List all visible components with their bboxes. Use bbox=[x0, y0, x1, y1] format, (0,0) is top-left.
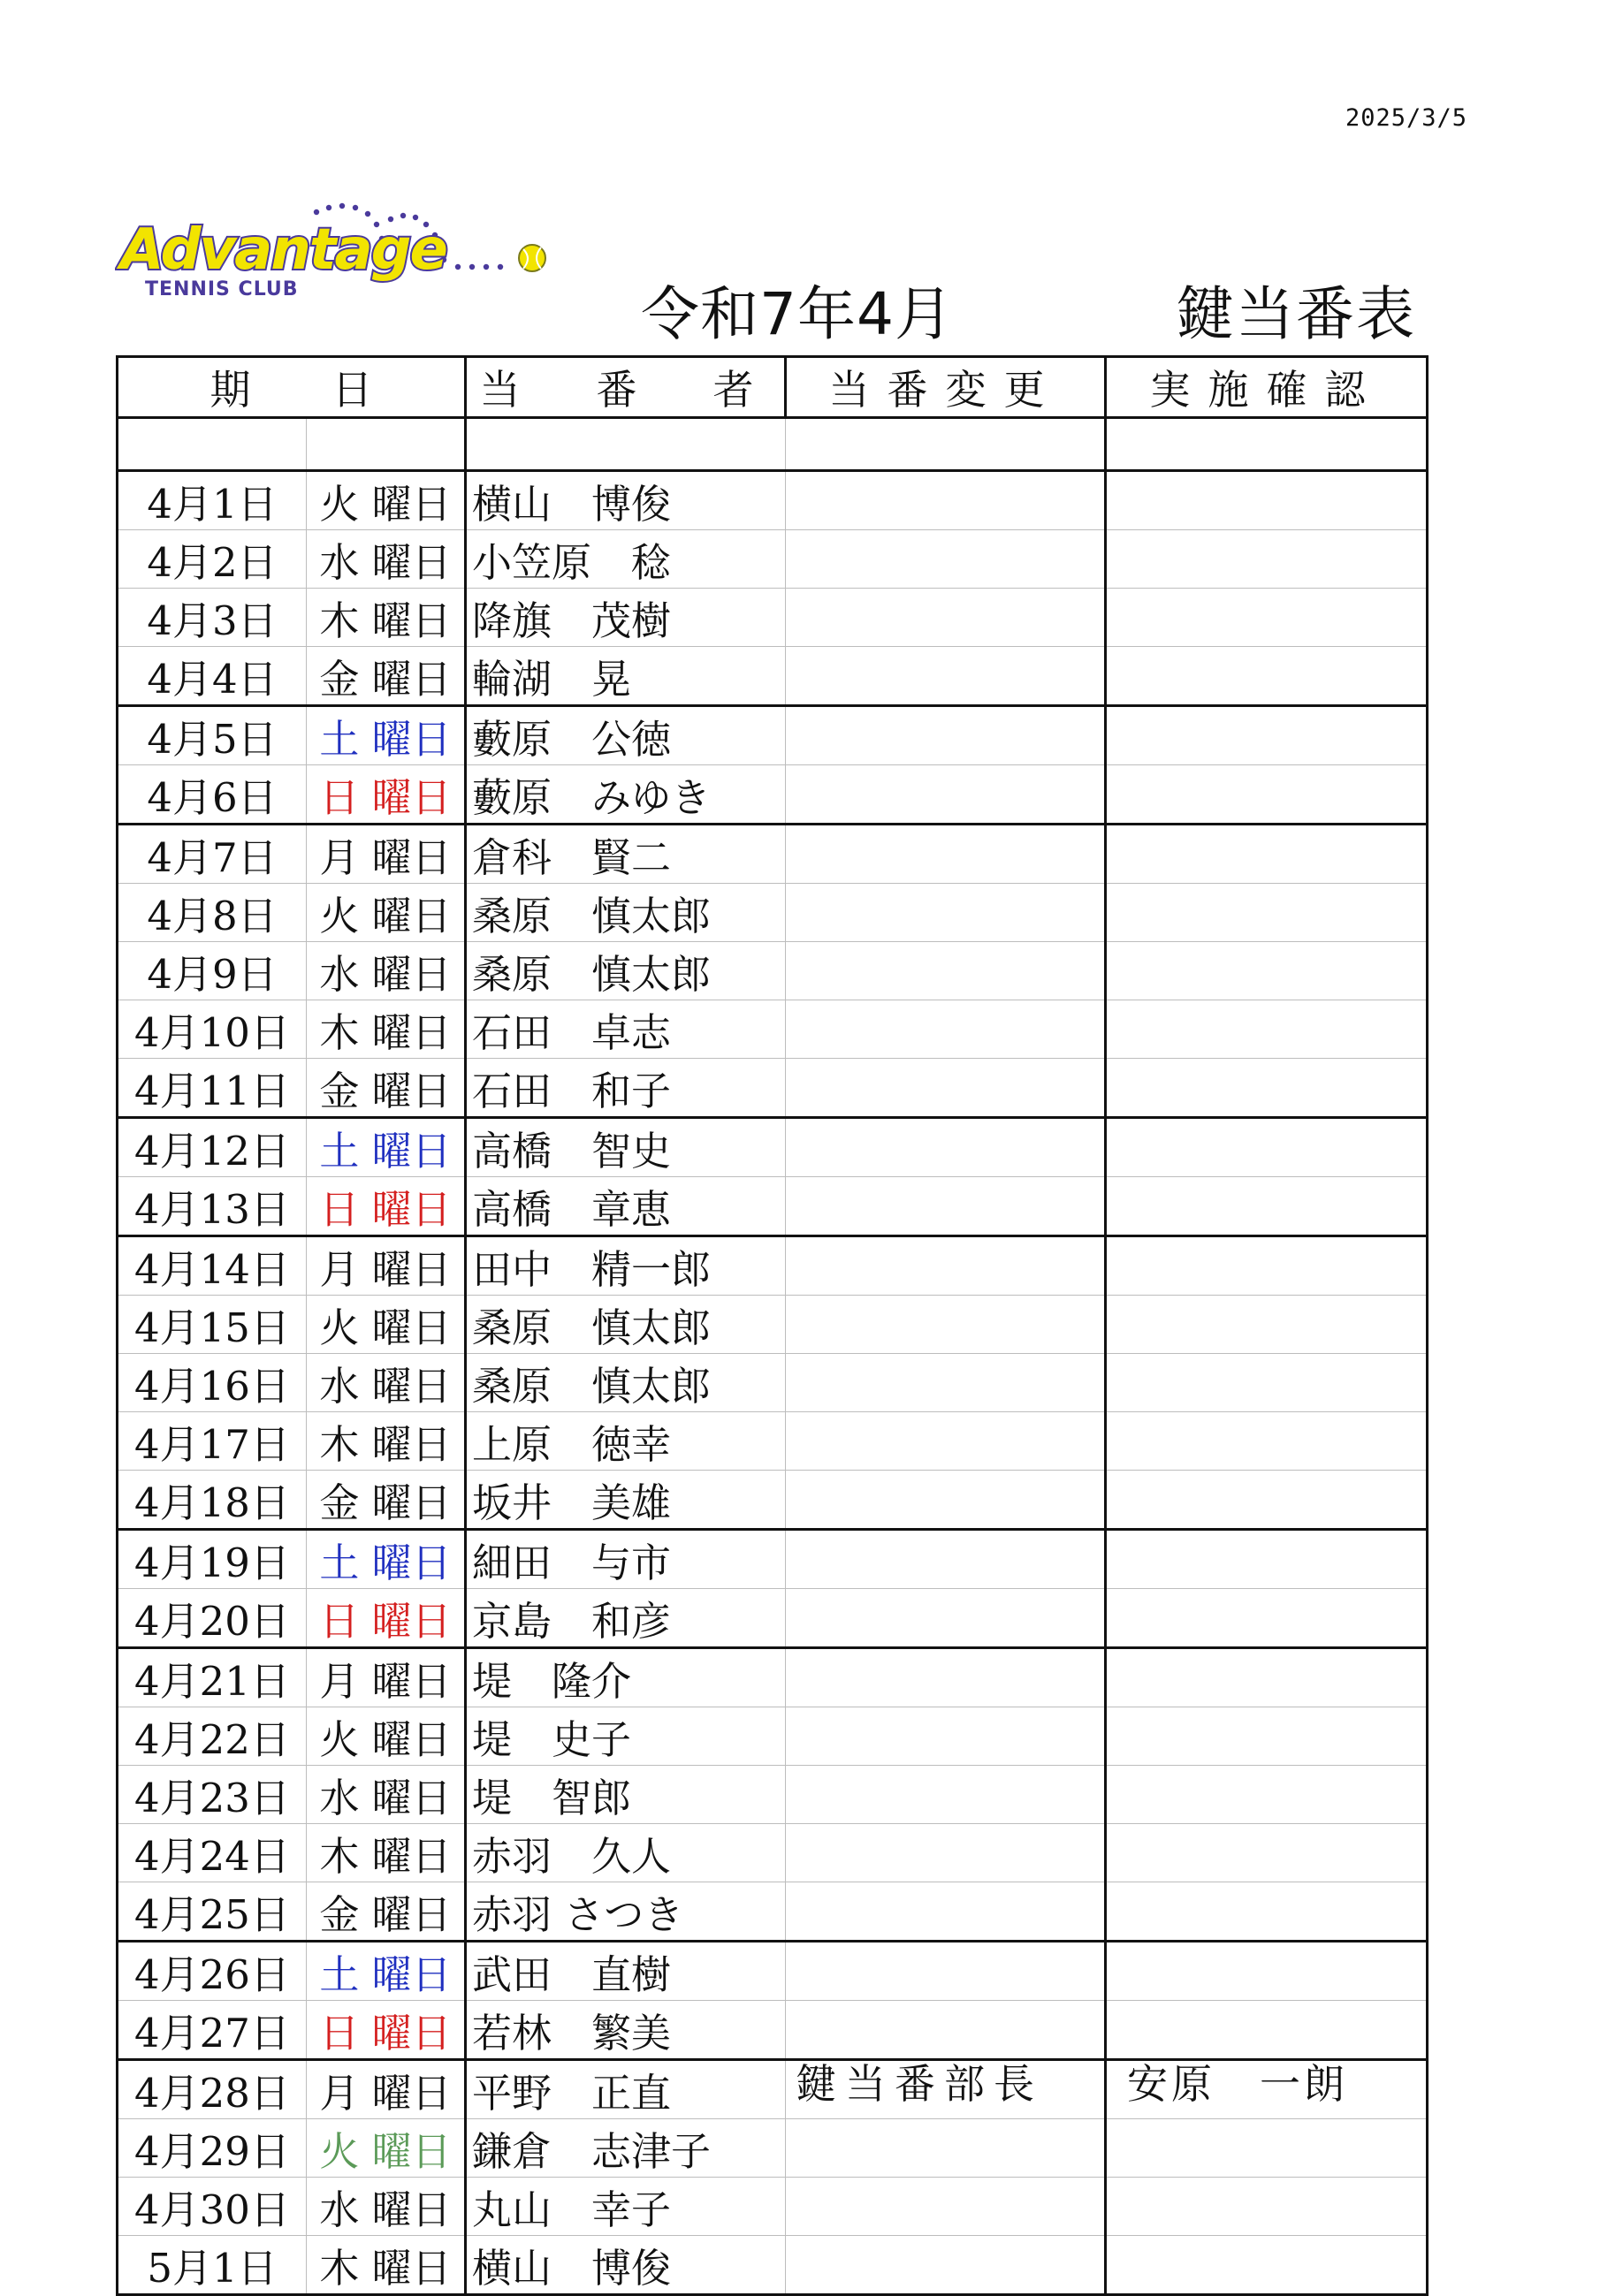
table-row bbox=[118, 1471, 1428, 1530]
row-day-of-week: 火 曜日 bbox=[307, 2119, 466, 2178]
row-date: 4月9日 bbox=[118, 942, 307, 1000]
row-date: 4月30日 bbox=[118, 2178, 307, 2236]
header-date-label: 期 日 bbox=[210, 366, 373, 414]
row-duty-person: 桑原 慎太郎 bbox=[466, 1354, 786, 1412]
row-confirmation bbox=[1106, 1882, 1428, 1942]
row-day-of-week: 火 曜日 bbox=[307, 471, 466, 530]
header-change: 当番変更 bbox=[786, 357, 1106, 418]
row-day-of-week: 日 曜日 bbox=[307, 2001, 466, 2060]
row-duty-person: 小笠原 稔 bbox=[466, 530, 786, 589]
row-duty-change bbox=[786, 1296, 1106, 1354]
row-day-of-week: 金 曜日 bbox=[307, 647, 466, 706]
row-duty-person: 田中 精一郎 bbox=[466, 1236, 786, 1296]
footer-role: 鍵当番部長 bbox=[796, 2060, 1043, 2108]
row-duty-change bbox=[786, 1118, 1106, 1177]
table-row bbox=[118, 2001, 1428, 2060]
page-title: 鍵当番表 bbox=[1176, 280, 1416, 348]
key-duty-table bbox=[116, 355, 1429, 2296]
row-duty-change bbox=[786, 706, 1106, 765]
row-date: 4月10日 bbox=[118, 1000, 307, 1059]
row-duty-person: 倉科 賢二 bbox=[466, 825, 786, 884]
logo-word: Advantage bbox=[120, 217, 446, 283]
table-row bbox=[118, 1530, 1428, 1589]
row-duty-person: 細田 与市 bbox=[466, 1530, 786, 1589]
row-date: 4月5日 bbox=[118, 706, 307, 765]
row-duty-person: 高橋 智史 bbox=[466, 1118, 786, 1177]
row-duty-person: 堤 隆介 bbox=[466, 1648, 786, 1707]
row-confirmation bbox=[1106, 1707, 1428, 1766]
table-row bbox=[118, 1059, 1428, 1118]
row-day-of-week: 月 曜日 bbox=[307, 2060, 466, 2119]
row-duty-change bbox=[786, 647, 1106, 706]
row-duty-change bbox=[786, 471, 1106, 530]
row-date: 4月24日 bbox=[118, 1824, 307, 1882]
row-duty-change bbox=[786, 1589, 1106, 1648]
row-duty-person: 横山 博俊 bbox=[466, 471, 786, 530]
row-date: 4月18日 bbox=[118, 1471, 307, 1530]
row-date: 4月11日 bbox=[118, 1059, 307, 1118]
table-row bbox=[118, 1412, 1428, 1471]
row-day-of-week: 月 曜日 bbox=[307, 1648, 466, 1707]
row-duty-change bbox=[786, 1000, 1106, 1059]
row-date: 4月21日 bbox=[118, 1648, 307, 1707]
row-duty-person: 桑原 慎太郎 bbox=[466, 884, 786, 942]
row-confirmation bbox=[1106, 1000, 1428, 1059]
table-row bbox=[118, 765, 1428, 825]
row-day-of-week: 水 曜日 bbox=[307, 942, 466, 1000]
header-duty: 当 番 者 bbox=[466, 357, 786, 418]
table-row bbox=[118, 471, 1428, 530]
table-row bbox=[118, 1882, 1428, 1942]
print-date: 2025/3/5 bbox=[1345, 104, 1467, 132]
logo-sub: TENNIS CLUB bbox=[145, 278, 299, 300]
row-confirmation bbox=[1106, 2236, 1428, 2295]
table-header-row bbox=[118, 357, 1428, 418]
row-duty-change bbox=[786, 2236, 1106, 2295]
row-date: 4月3日 bbox=[118, 589, 307, 647]
table-row bbox=[118, 1000, 1428, 1059]
table-row bbox=[118, 530, 1428, 589]
row-confirmation bbox=[1106, 884, 1428, 942]
row-date: 4月17日 bbox=[118, 1412, 307, 1471]
table-row bbox=[118, 706, 1428, 765]
row-duty-change bbox=[786, 1354, 1106, 1412]
row-confirmation bbox=[1106, 1412, 1428, 1471]
row-day-of-week: 木 曜日 bbox=[307, 1824, 466, 1882]
row-day-of-week: 金 曜日 bbox=[307, 1882, 466, 1942]
row-date: 4月27日 bbox=[118, 2001, 307, 2060]
row-date: 4月16日 bbox=[118, 1354, 307, 1412]
table-row bbox=[118, 2119, 1428, 2178]
row-duty-person: 降旗 茂樹 bbox=[466, 589, 786, 647]
row-duty-change bbox=[786, 1530, 1106, 1589]
row-duty-person: 高橋 章恵 bbox=[466, 1177, 786, 1236]
row-duty-change bbox=[786, 884, 1106, 942]
row-duty-change bbox=[786, 765, 1106, 825]
row-date: 4月8日 bbox=[118, 884, 307, 942]
row-day-of-week: 日 曜日 bbox=[307, 765, 466, 825]
row-day-of-week: 火 曜日 bbox=[307, 884, 466, 942]
row-day-of-week: 土 曜日 bbox=[307, 1530, 466, 1589]
row-confirmation bbox=[1106, 1942, 1428, 2001]
row-confirmation bbox=[1106, 471, 1428, 530]
row-confirmation bbox=[1106, 1648, 1428, 1707]
row-date: 4月19日 bbox=[118, 1530, 307, 1589]
row-confirmation bbox=[1106, 1296, 1428, 1354]
table-row bbox=[118, 1354, 1428, 1412]
table-row bbox=[118, 1707, 1428, 1766]
row-day-of-week: 水 曜日 bbox=[307, 1766, 466, 1824]
table-row bbox=[118, 825, 1428, 884]
row-confirmation bbox=[1106, 2119, 1428, 2178]
row-date: 4月7日 bbox=[118, 825, 307, 884]
row-confirmation bbox=[1106, 2178, 1428, 2236]
row-date: 4月26日 bbox=[118, 1942, 307, 2001]
row-duty-person: 鎌倉 志津子 bbox=[466, 2119, 786, 2178]
row-day-of-week: 木 曜日 bbox=[307, 1412, 466, 1471]
table-row bbox=[118, 589, 1428, 647]
table-row bbox=[118, 1296, 1428, 1354]
row-confirmation bbox=[1106, 1118, 1428, 1177]
row-duty-change bbox=[786, 942, 1106, 1000]
header-confirm: 実施確認 bbox=[1106, 357, 1428, 418]
row-date: 4月4日 bbox=[118, 647, 307, 706]
row-duty-change bbox=[786, 1471, 1106, 1530]
row-duty-person: 上原 徳幸 bbox=[466, 1412, 786, 1471]
table-row bbox=[118, 1177, 1428, 1236]
row-date: 4月6日 bbox=[118, 765, 307, 825]
table-row bbox=[118, 1648, 1428, 1707]
row-day-of-week: 木 曜日 bbox=[307, 1000, 466, 1059]
row-duty-person: 丸山 幸子 bbox=[466, 2178, 786, 2236]
advantage-tennis-club-logo bbox=[115, 200, 557, 306]
table-row bbox=[118, 1942, 1428, 2001]
row-confirmation bbox=[1106, 1236, 1428, 1296]
row-duty-person: 堤 史子 bbox=[466, 1707, 786, 1766]
row-day-of-week: 金 曜日 bbox=[307, 1059, 466, 1118]
row-date: 5月1日 bbox=[118, 2236, 307, 2295]
row-confirmation bbox=[1106, 706, 1428, 765]
row-duty-change bbox=[786, 1824, 1106, 1882]
table-row bbox=[118, 1118, 1428, 1177]
row-duty-change bbox=[786, 2178, 1106, 2236]
row-date: 4月20日 bbox=[118, 1589, 307, 1648]
row-confirmation bbox=[1106, 765, 1428, 825]
row-confirmation bbox=[1106, 1177, 1428, 1236]
row-day-of-week: 水 曜日 bbox=[307, 530, 466, 589]
row-date: 4月1日 bbox=[118, 471, 307, 530]
row-day-of-week: 金 曜日 bbox=[307, 1471, 466, 1530]
row-confirmation bbox=[1106, 1530, 1428, 1589]
row-duty-change bbox=[786, 530, 1106, 589]
roster-body bbox=[118, 471, 1428, 2295]
row-duty-person: 輪湖 晃 bbox=[466, 647, 786, 706]
row-confirmation bbox=[1106, 647, 1428, 706]
row-date: 4月28日 bbox=[118, 2060, 307, 2119]
row-duty-change bbox=[786, 1648, 1106, 1707]
row-confirmation bbox=[1106, 530, 1428, 589]
row-day-of-week: 土 曜日 bbox=[307, 706, 466, 765]
row-duty-change bbox=[786, 1236, 1106, 1296]
row-day-of-week: 木 曜日 bbox=[307, 589, 466, 647]
row-duty-person: 横山 博俊 bbox=[466, 2236, 786, 2295]
row-day-of-week: 水 曜日 bbox=[307, 1354, 466, 1412]
row-date: 4月23日 bbox=[118, 1766, 307, 1824]
row-duty-change bbox=[786, 2001, 1106, 2060]
table-row bbox=[118, 942, 1428, 1000]
row-duty-change bbox=[786, 1766, 1106, 1824]
row-duty-change bbox=[786, 2119, 1106, 2178]
row-confirmation bbox=[1106, 1471, 1428, 1530]
row-duty-person: 堤 智郎 bbox=[466, 1766, 786, 1824]
row-duty-person: 藪原 みゆき bbox=[466, 765, 786, 825]
row-day-of-week: 土 曜日 bbox=[307, 1118, 466, 1177]
row-day-of-week: 月 曜日 bbox=[307, 1236, 466, 1296]
row-day-of-week: 月 曜日 bbox=[307, 825, 466, 884]
table-row bbox=[118, 1824, 1428, 1882]
row-duty-change bbox=[786, 825, 1106, 884]
row-date: 4月22日 bbox=[118, 1707, 307, 1766]
table-row bbox=[118, 1766, 1428, 1824]
row-confirmation bbox=[1106, 2001, 1428, 2060]
row-duty-person: 桑原 慎太郎 bbox=[466, 942, 786, 1000]
row-duty-person: 京島 和彦 bbox=[466, 1589, 786, 1648]
row-day-of-week: 土 曜日 bbox=[307, 1942, 466, 2001]
row-duty-change bbox=[786, 589, 1106, 647]
row-confirmation bbox=[1106, 1766, 1428, 1824]
row-duty-change bbox=[786, 1412, 1106, 1471]
row-duty-person: 石田 卓志 bbox=[466, 1000, 786, 1059]
row-duty-person: 平野 正直 bbox=[466, 2060, 786, 2119]
table-row bbox=[118, 1589, 1428, 1648]
title-month: 令和7年4月 bbox=[641, 280, 954, 348]
row-date: 4月13日 bbox=[118, 1177, 307, 1236]
row-duty-person: 赤羽 久人 bbox=[466, 1824, 786, 1882]
row-confirmation bbox=[1106, 1824, 1428, 1882]
row-day-of-week: 火 曜日 bbox=[307, 1296, 466, 1354]
table-row bbox=[118, 884, 1428, 942]
row-duty-person: 赤羽 さつき bbox=[466, 1882, 786, 1942]
row-confirmation bbox=[1106, 1589, 1428, 1648]
row-date: 4月15日 bbox=[118, 1296, 307, 1354]
row-duty-change bbox=[786, 1177, 1106, 1236]
row-duty-change bbox=[786, 1059, 1106, 1118]
table-row bbox=[118, 1236, 1428, 1296]
row-confirmation bbox=[1106, 589, 1428, 647]
row-duty-person: 石田 和子 bbox=[466, 1059, 786, 1118]
table-row bbox=[118, 2178, 1428, 2236]
row-day-of-week: 火 曜日 bbox=[307, 1707, 466, 1766]
row-day-of-week: 日 曜日 bbox=[307, 1589, 466, 1648]
row-duty-change bbox=[786, 1707, 1106, 1766]
row-date: 4月29日 bbox=[118, 2119, 307, 2178]
table-row bbox=[118, 647, 1428, 706]
row-confirmation bbox=[1106, 1059, 1428, 1118]
header-date bbox=[118, 357, 466, 418]
table-row bbox=[118, 2236, 1428, 2295]
row-duty-person: 桑原 慎太郎 bbox=[466, 1296, 786, 1354]
row-duty-change bbox=[786, 1942, 1106, 2001]
row-date: 4月2日 bbox=[118, 530, 307, 589]
row-confirmation bbox=[1106, 942, 1428, 1000]
row-duty-person: 武田 直樹 bbox=[466, 1942, 786, 2001]
row-date: 4月12日 bbox=[118, 1118, 307, 1177]
row-day-of-week: 水 曜日 bbox=[307, 2178, 466, 2236]
row-duty-person: 藪原 公徳 bbox=[466, 706, 786, 765]
row-confirmation bbox=[1106, 1354, 1428, 1412]
row-day-of-week: 木 曜日 bbox=[307, 2236, 466, 2295]
row-confirmation bbox=[1106, 825, 1428, 884]
row-duty-person: 坂井 美雄 bbox=[466, 1471, 786, 1530]
row-date: 4月25日 bbox=[118, 1882, 307, 1942]
row-day-of-week: 日 曜日 bbox=[307, 1177, 466, 1236]
row-date: 4月14日 bbox=[118, 1236, 307, 1296]
footer-name: 安原 一朗 bbox=[1127, 2060, 1348, 2108]
row-duty-change bbox=[786, 1882, 1106, 1942]
row-duty-person: 若林 繁美 bbox=[466, 2001, 786, 2060]
header-spacer bbox=[118, 418, 1428, 471]
